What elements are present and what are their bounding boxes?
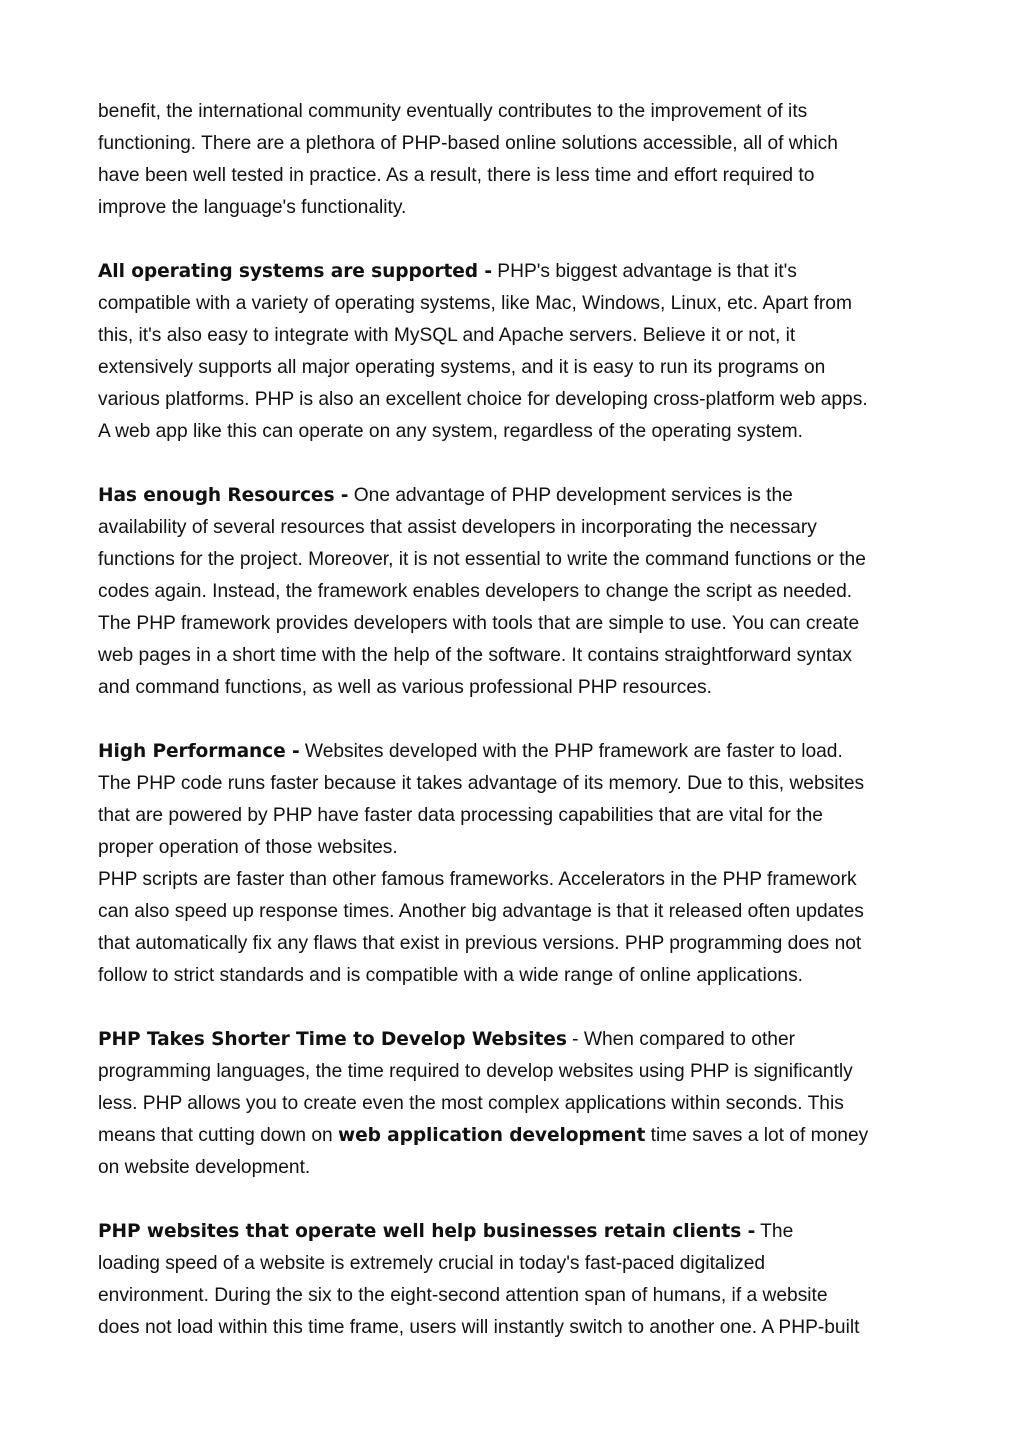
section-heading-resources: Has enough Resources -: [98, 485, 349, 506]
text-line: less. PHP allows you to create even the most complex applications within seconds. This: [98, 1093, 844, 1114]
text-run: One advantage of PHP development services is the: [348, 485, 793, 506]
text-run: Websites developed with the PHP framework are faster to load.: [299, 741, 843, 762]
section-heading-retain-clients: PHP websites that operate well help businesses retain clients -: [98, 1221, 756, 1242]
text-line: on website development.: [98, 1157, 311, 1178]
text-line: availability of several resources that assist developers in incorporating the necessary: [98, 517, 817, 538]
section-heading-shorter-time: PHP Takes Shorter Time to Develop Websites: [98, 1029, 567, 1050]
text-line: A web app like this can operate on any system, regardless of the operating system.: [98, 421, 803, 442]
performance-paragraph: [98, 736, 934, 992]
text-line: [98, 736, 934, 768]
text-line: The PHP code runs faster because it takes advantage of its memory. Due to this, websites: [98, 773, 865, 794]
text-line: this, it's also easy to integrate with MySQL and Apache servers. Believe it or not, it: [98, 325, 796, 346]
text-line: that automatically fix any flaws that exist in previous versions. PHP programming does not: [98, 933, 862, 954]
shorter-time-paragraph: [98, 1024, 934, 1184]
text-line: compatible with a variety of operating systems, like Mac, Windows, Linux, etc. Apart from: [98, 293, 852, 314]
text-line: [98, 1024, 934, 1056]
text-line: proper operation of those websites.: [98, 837, 398, 858]
text-run: The: [755, 1221, 794, 1242]
text-line: environment. During the six to the eight-second attention span of humans, if a website: [98, 1285, 828, 1306]
document-page: [98, 96, 934, 1376]
text-line: codes again. Instead, the framework enables developers to change the script as needed.: [98, 581, 853, 602]
text-line: loading speed of a website is extremely crucial in today's fast-paced digitalized: [98, 1253, 766, 1274]
text-line: web pages in a short time with the help of the software. It contains straightforward syntax: [98, 645, 853, 666]
text-line: can also speed up response times. Another big advantage is that it released often updates: [98, 901, 864, 922]
text-line: [98, 1216, 934, 1248]
text-line: improve the language's functionality.: [98, 197, 407, 218]
text-line: [98, 256, 934, 288]
text-line: The PHP framework provides developers with tools that are simple to use. You can create: [98, 613, 860, 634]
text-line: benefit, the international community eventually contributes to the improvement of its: [98, 101, 808, 122]
text-line: and command functions, as well as various professional PHP resources.: [98, 677, 712, 698]
section-heading-performance: High Performance -: [98, 741, 300, 762]
text-run: PHP's biggest advantage is that it's: [491, 261, 797, 282]
text-run: time saves a lot of money: [645, 1125, 869, 1146]
text-line: [98, 1120, 934, 1152]
text-line: programming languages, the time required to develop websites using PHP is significantly: [98, 1061, 853, 1082]
text-line: functioning. There are a plethora of PHP-based online solutions accessible, all of which: [98, 133, 838, 154]
text-run: - When compared to other: [566, 1029, 796, 1050]
text-line: does not load within this time frame, users will instantly switch to another one. A PHP-built: [98, 1317, 860, 1338]
os-support-paragraph: [98, 256, 934, 448]
text-line: have been well tested in practice. As a result, there is less time and effort required to: [98, 165, 815, 186]
text-line: functions for the project. Moreover, it is not essential to write the command functions or the: [98, 549, 866, 570]
text-line: PHP scripts are faster than other famous frameworks. Accelerators in the PHP framework: [98, 869, 857, 890]
retain-clients-paragraph: [98, 1216, 934, 1344]
text-line: various platforms. PHP is also an excellent choice for developing cross-platform web apps.: [98, 389, 868, 410]
resources-paragraph: [98, 480, 934, 704]
intro-paragraph: [98, 96, 934, 224]
text-run: means that cutting down on: [98, 1125, 338, 1146]
text-line: follow to strict standards and is compatible with a wide range of online applications.: [98, 965, 803, 986]
text-line: [98, 480, 934, 512]
text-line: extensively supports all major operating systems, and it is easy to run its programs on: [98, 357, 826, 378]
text-line: that are powered by PHP have faster data processing capabilities that are vital for the: [98, 805, 823, 826]
section-heading-os-support: All operating systems are supported -: [98, 261, 492, 282]
web-application-development-link[interactable]: web application development: [338, 1125, 646, 1146]
